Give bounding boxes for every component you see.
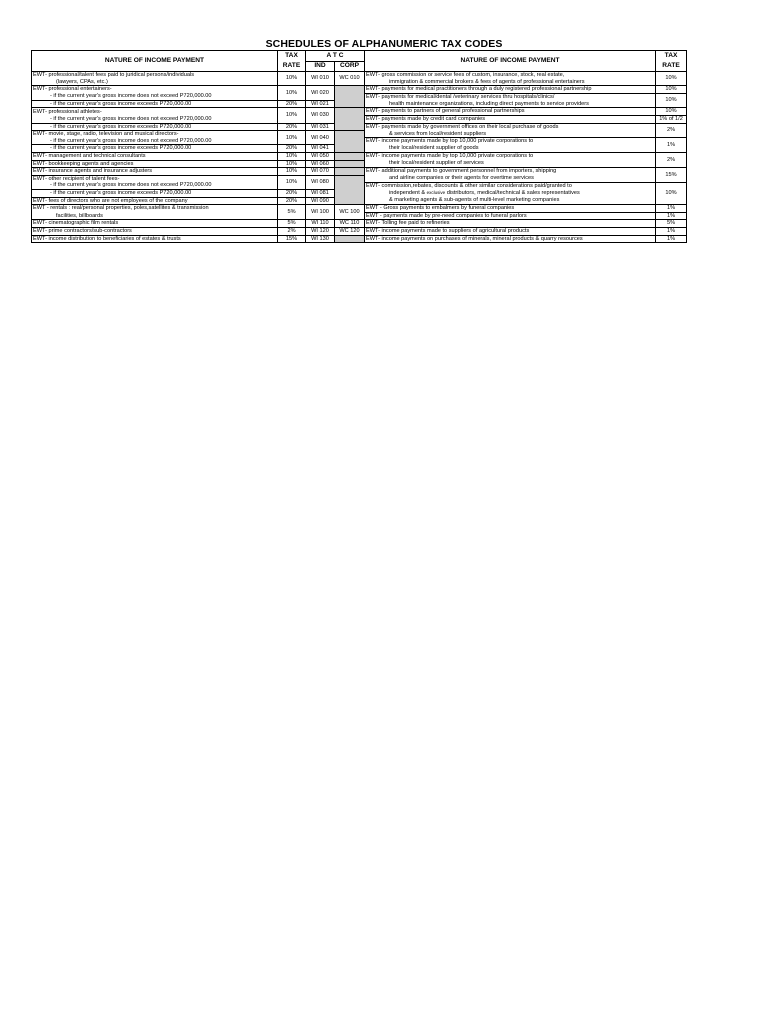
header-rate-right: RATE <box>656 62 687 72</box>
table-row: EWT- professional athletes- 10% WI 030 EWT- payments to partners of general professional partnerships 10% <box>32 108 687 116</box>
table-row: EWT- insurance agents and insurance adjusters 10% WI 070 EWT- additional payments to government personnel from importers, shipping 15% <box>32 168 687 176</box>
header-corp: CORP <box>335 62 365 72</box>
table-row: - if the current year's gross income does not exceed P720,000.00 EWT- commission,rebates, discounts & other similar considerations paid/granted to 10% <box>32 182 687 189</box>
header-nature: NATURE OF INCOME PAYMENT <box>32 51 278 72</box>
table-row: EWT- prime contractors/sub-contractors 2% WI 120 WC 120 EWT- income payments made to suppliers of agricultural products 1% <box>32 227 687 235</box>
table-row: - if the current year's gross income exceeds P720,000.00 20% WI 081 independent & exclusive distributors, medical/technical & sales representatives <box>32 190 687 198</box>
page-title: SCHEDULES OF ALPHANUMERIC TAX CODES <box>265 38 503 50</box>
table-row: EWT- movie, stage, radio, television and musical directors- 10% WI 040 & services from local/resident suppliers <box>32 131 687 138</box>
table-row: facilities, billboards EWT - payments made by pre-need companies to funeral parlors 1% <box>32 212 687 220</box>
header-nature-right: NATURE OF INCOME PAYMENT <box>365 51 656 72</box>
header-tax-right: TAX <box>656 51 687 62</box>
table-row: - if the current year's gross income does not exceed P720,000.00 EWT- payments for medical/dental /veterinary services thru hospitals/clinics/ 10% <box>32 93 687 100</box>
table-row: EWT - rentals : real/personal properties, poles,satellites & transmission 5% WI 100 WC 100 EWT - Gross payments to embalmers by funeral companies 1% <box>32 205 687 213</box>
table-row: (lawyers, CPAs, etc.) immigration & commercial brokers & fees of agents of professional entertainers <box>32 79 687 86</box>
header-row <box>32 51 687 62</box>
table-row: - if the current year's gross income exceeds P720,000.00 20% WI 041 their local/resident supplier of goods <box>32 145 687 153</box>
header-atc: A T C <box>306 51 365 62</box>
table-row: - if the current year's gross income exceeds P720,000.00 20% WI 021 health maintenance organizations, including direct payments to service providers <box>32 100 687 108</box>
table-row: - if the current year's gross income does not exceed P720,000.00 EWT- payments made by credit card companies 1% of 1/2 <box>32 116 687 124</box>
table-row: - if the current year's gross income does not exceed P720,000.00 EWT- income payments made by top 10,000 private corporations to 1% <box>32 138 687 145</box>
table-row: EWT- other recipient of talent fees- 10% WI 080 and airline companies or their agents for overtime services <box>32 175 687 182</box>
table-row: EWT- management and technical consultants 10% WI 050 EWT- income payments made by top 10,000 private corporations to 2% <box>32 153 687 161</box>
table-row: EWT- income distribution to beneficiaries of estates & trusts 15% WI 130 EWT- income payments on purchases of minerals, mineral products & quarry resources 1% <box>32 235 687 243</box>
table-row: - if the current year's gross income exceeds P720,000.00 20% WI 031 EWT- payments made by government offices on their local purchase of goods 2% <box>32 123 687 131</box>
table-row: EWT- cinematographic film rentals 5% WI 110 WC 110 EWT- Tolling fee paid to refineries 5% <box>32 220 687 228</box>
table-row: EWT- professional/talent fees paid to juridical persons/individuals 10% WI 010 WC 010 EWT- gross commission or service fees of custom, insurance, stock, real estate, 10% <box>32 72 687 79</box>
header-tax: TAX <box>278 51 306 62</box>
header-ind: IND <box>306 62 335 72</box>
header-rate: RATE <box>278 62 306 72</box>
table-row: EWT- bookkeeping agents and agencies 10% WI 060 their local/resident supplier of services <box>32 160 687 168</box>
tax-code-table <box>31 50 687 243</box>
table-row: EWT- fees of directors who are not employees of the company 20% WI 090 & marketing agents & sub-agents of multi-level marketing companies <box>32 197 687 205</box>
table-row: EWT- professional entertainers- 10% WI 020 EWT- payments for medical practitioners through a duly registered professional partnership 10% <box>32 86 687 94</box>
